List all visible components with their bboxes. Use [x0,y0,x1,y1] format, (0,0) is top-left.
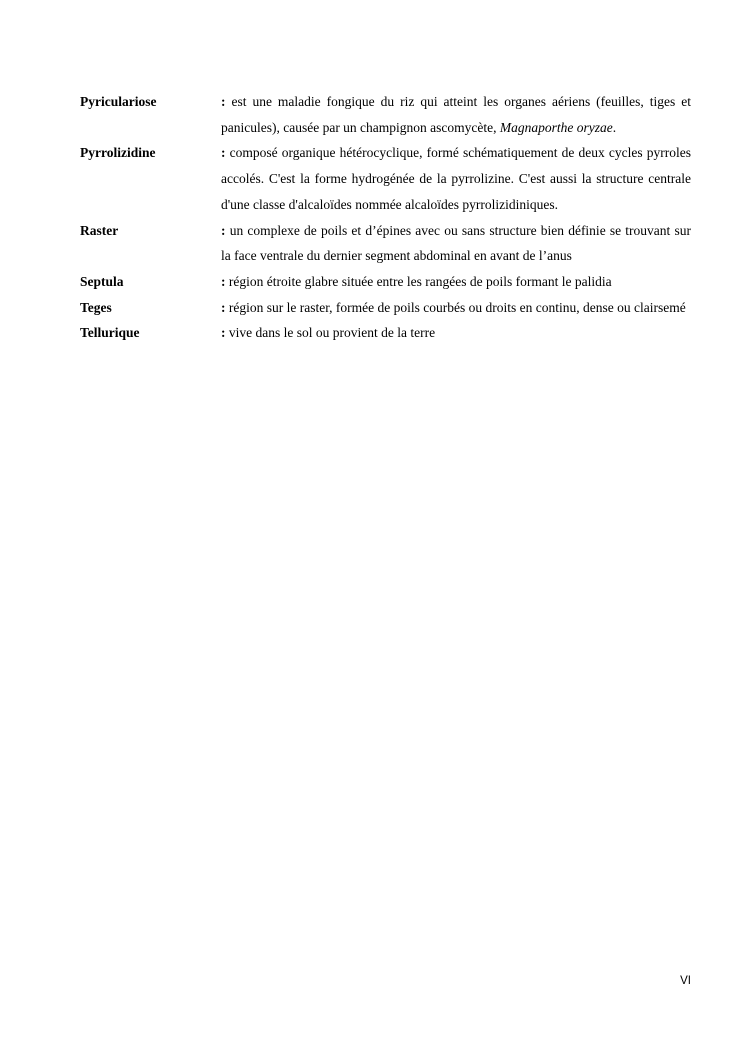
definition-colon: : [221,94,226,109]
definition-italic-text: Magnaporthe oryzae [499,119,613,135]
definition-colon: : [221,299,226,315]
glossary-term: Pyriculariose [80,94,157,109]
definition-end: . [612,119,617,135]
definition-colon: : [221,273,226,289]
glossary-entry-teges [80,295,691,321]
definition-colon: : [221,145,226,161]
definition-text: est une maladie fongique du riz qui atteint les organes aériens (feuilles, tiges et panicules), causée par un champignon ascomycète, [221,94,691,135]
definition-text: un complexe de poils et d’épines avec ou sans structure bien définie se trouvant sur la face ventrale du dernier segment abdominal en avant de l’anus [221,222,691,264]
page-number: VI [680,975,691,987]
glossary-term: Raster [80,222,119,238]
glossary [80,89,691,346]
definition-colon: : [221,222,226,238]
definition-text: région sur le raster, formée de poils courbés ou droits en continu, dense ou clairsemé [225,299,686,315]
glossary-entry-raster [80,218,691,269]
glossary-term: Teges [80,299,112,315]
definition-colon: : [221,325,226,341]
glossary-term: Septula [80,273,124,289]
glossary-entry-septula [80,269,691,295]
glossary-definition [221,320,691,346]
glossary-definition [221,218,691,269]
glossary-definition [221,269,691,295]
glossary-definition [221,140,691,217]
glossary-entry-pyrrolizidine [80,140,691,217]
glossary-term: Pyrrolizidine [80,145,156,161]
definition-text: vive dans le sol ou provient de la terre [225,325,436,341]
definition-text: région étroite glabre située entre les rangées de poils formant le palidia [225,273,612,289]
glossary-definition [221,89,691,140]
glossary-entry-pyriculariose [80,89,691,140]
glossary-entry-tellurique [80,320,691,346]
glossary-definition [221,295,691,321]
definition-text: composé organique hétérocyclique, formé schématiquement de deux cycles pyrroles accolés. C'est la forme hydrogénée de la pyrrolizine. C'est aussi la structure centrale d'une classe d'alcaloïdes nommée alcaloïdes pyrrolizidiniques. [221,145,691,212]
glossary-term: Tellurique [80,325,140,341]
